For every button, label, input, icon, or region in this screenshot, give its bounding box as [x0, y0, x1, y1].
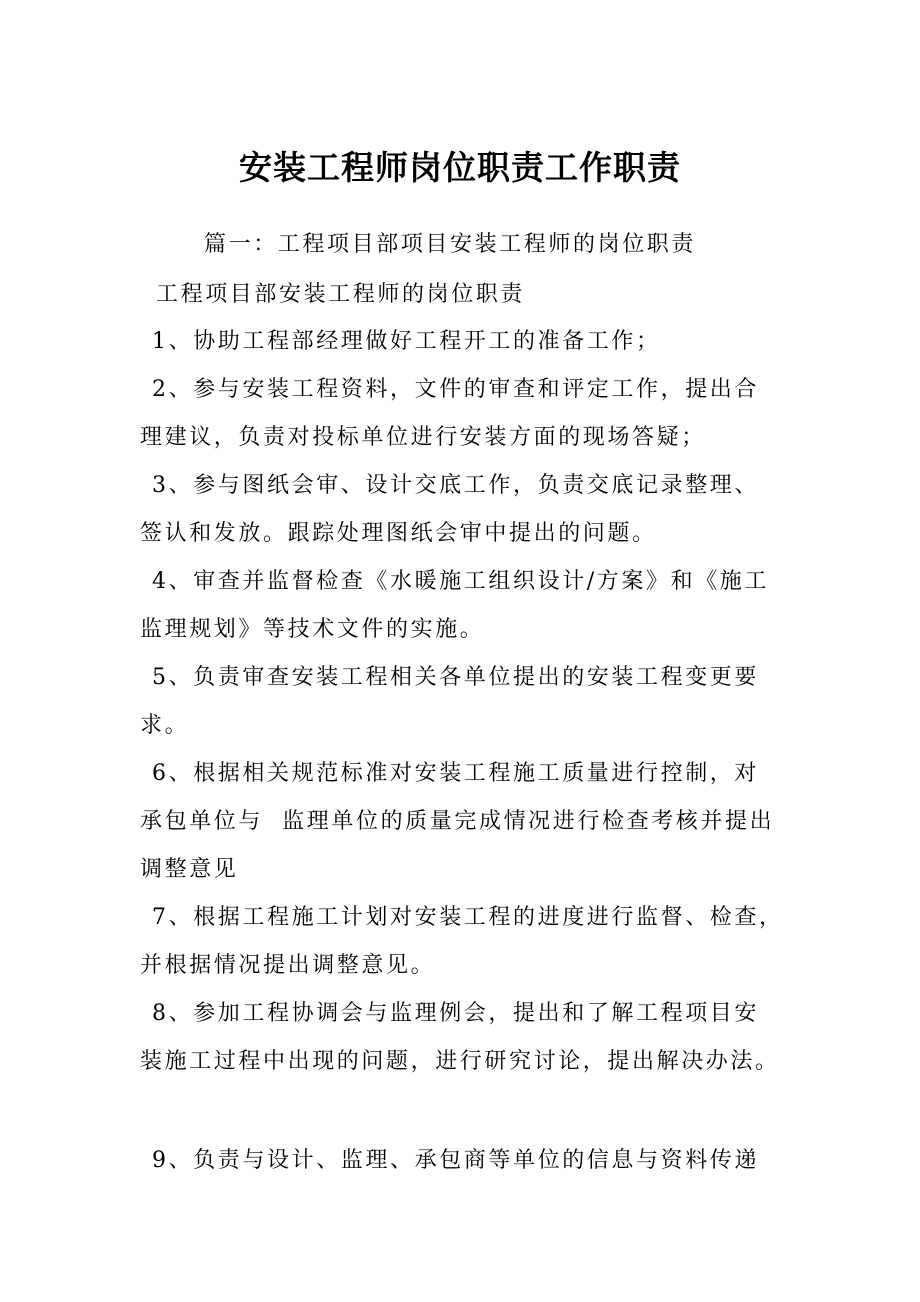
text-line: 装施工过程中出现的问题，进行研究讨论，提出解决办法。: [140, 1049, 780, 1074]
text-line: 监理规划》等技术文件的实施。: [140, 617, 485, 642]
text-line: 调整意见: [140, 857, 239, 882]
text-line: 7、根据工程施工计划对安装工程的进度进行监督、检查，: [152, 905, 784, 930]
text-line: 8、参加工程协调会与监理例会，提出和了解工程项目安: [152, 1001, 759, 1026]
text-line: 6、根据相关规范标准对安装工程施工质量进行控制，对: [152, 761, 759, 786]
text-line: 2、参与安装工程资料，文件的审查和评定工作，提出合: [152, 377, 759, 402]
text-line: 理建议，负责对投标单位进行安装方面的现场答疑；: [140, 425, 706, 450]
text-line: 3、参与图纸会审、设计交底工作，负责交底记录整理、: [152, 473, 759, 498]
section-heading: 工程项目部安装工程师的岗位职责: [156, 282, 526, 307]
section-subtitle: 篇一：工程项目部项目安装工程师的岗位职责: [204, 232, 697, 257]
text-line: 1、协助工程部经理做好工程开工的准备工作；: [152, 329, 661, 354]
text-line: 4、审查并监督检查《水暖施工组织设计/方案》和《施工: [152, 569, 770, 594]
text-line: 承包单位与 监理单位的质量完成情况进行检查考核并提出: [140, 809, 775, 834]
text-line: 签认和发放。跟踪处理图纸会审中提出的问题。: [140, 521, 657, 546]
text-line: 求。: [140, 713, 190, 738]
text-line: 并根据情况提出调整意见。: [140, 953, 436, 978]
page-title: 安装工程师岗位职责工作职责: [239, 148, 681, 187]
text-line: 5、负责审查安装工程相关各单位提出的安装工程变更要: [152, 665, 759, 690]
text-line: 9、负责与设计、监理、承包商等单位的信息与资料传递: [152, 1148, 759, 1173]
